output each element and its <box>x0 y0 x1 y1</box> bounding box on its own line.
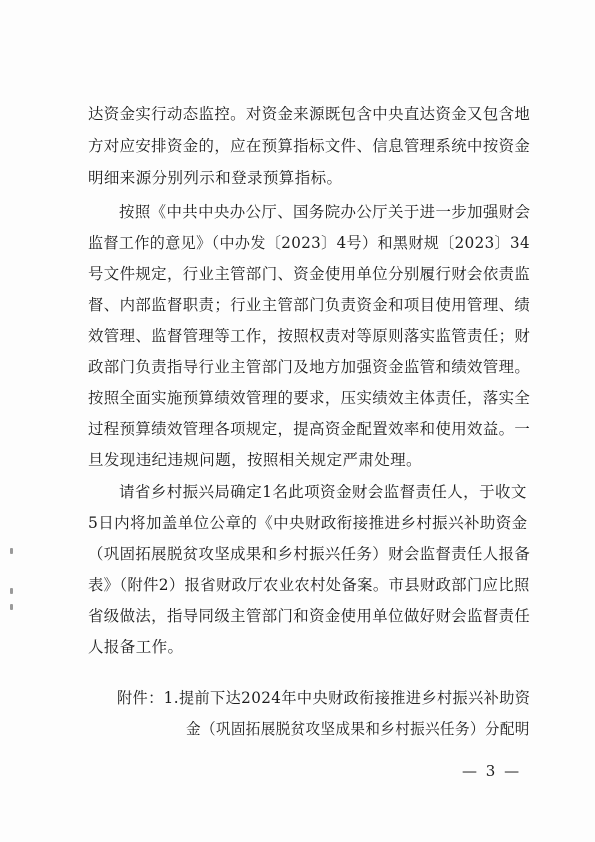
margin-mark <box>10 588 13 594</box>
paragraph-2-line-6: 政部门负责指导行业主管部门及地方加强资金监管和绩效管理。 <box>88 358 531 376</box>
paragraph-1-line-3: 明细来源分别列示和登录预算指标。 <box>88 169 343 187</box>
attachment-line-1: 附件：1.提前下达2024年中央财政衔接推进乡村振兴补助资 <box>117 689 531 707</box>
page-number: — 3 — <box>462 762 522 780</box>
paragraph-1-line-2: 方对应安排资金的，应在预算指标文件、信息管理系统中按资金 <box>88 137 531 155</box>
paragraph-2-line-5: 效管理、监督管理等工作，按照权责对等原则落实监管责任；财 <box>88 327 531 345</box>
paragraph-2-line-4: 督、内部监督职责；行业主管部门负责资金和项目使用管理、绩 <box>88 296 531 314</box>
paragraph-2-line-3: 号文件规定，行业主管部门、资金使用单位分别履行财会依责监 <box>88 265 531 283</box>
attachment-line-2: 金（巩固拓展脱贫攻坚成果和乡村振兴任务）分配明 <box>186 720 530 738</box>
paragraph-2-line-9: 旦发现违纪违规问题，按照相关规定严肃处理。 <box>88 451 422 469</box>
margin-mark <box>10 548 13 554</box>
paragraph-3-line-1: 请省乡村振兴局确定1名此项资金财会监督责任人，于收文 <box>119 483 527 501</box>
paragraph-3-line-4: 表》（附件2）报省财政厅农业农村处备案。市县财政部门应比照 <box>88 576 530 594</box>
paragraph-3-line-2: 5日内将加盖单位公章的《中央财政衔接推进乡村振兴补助资金 <box>88 514 528 532</box>
paragraph-2-line-8: 过程预算绩效管理各项规定，提高资金配置效率和使用效益。一 <box>88 420 531 438</box>
paragraph-2-line-2: 监督工作的意见》（中办发〔2023〕4号）和黑财规〔2023〕34 <box>88 234 530 252</box>
paragraph-2-line-1: 按照《中共中央办公厅、国务院办公厅关于进一步加强财会 <box>119 203 531 221</box>
paragraph-3-line-6: 人报备工作。 <box>88 638 184 656</box>
paragraph-1-line-1: 达资金实行动态监控。对资金来源既包含中央直达资金又包含地 <box>88 105 531 123</box>
paragraph-2-line-7: 按照全面实施预算绩效管理的要求，压实绩效主体责任，落实全 <box>88 389 531 407</box>
paragraph-3-line-5: 省级做法，指导同级主管部门和资金使用单位做好财会监督责任 <box>88 607 531 625</box>
paragraph-3-line-3: （巩固拓展脱贫攻坚成果和乡村振兴任务）财会监督责任人报备 <box>88 545 531 563</box>
margin-mark <box>10 604 13 610</box>
